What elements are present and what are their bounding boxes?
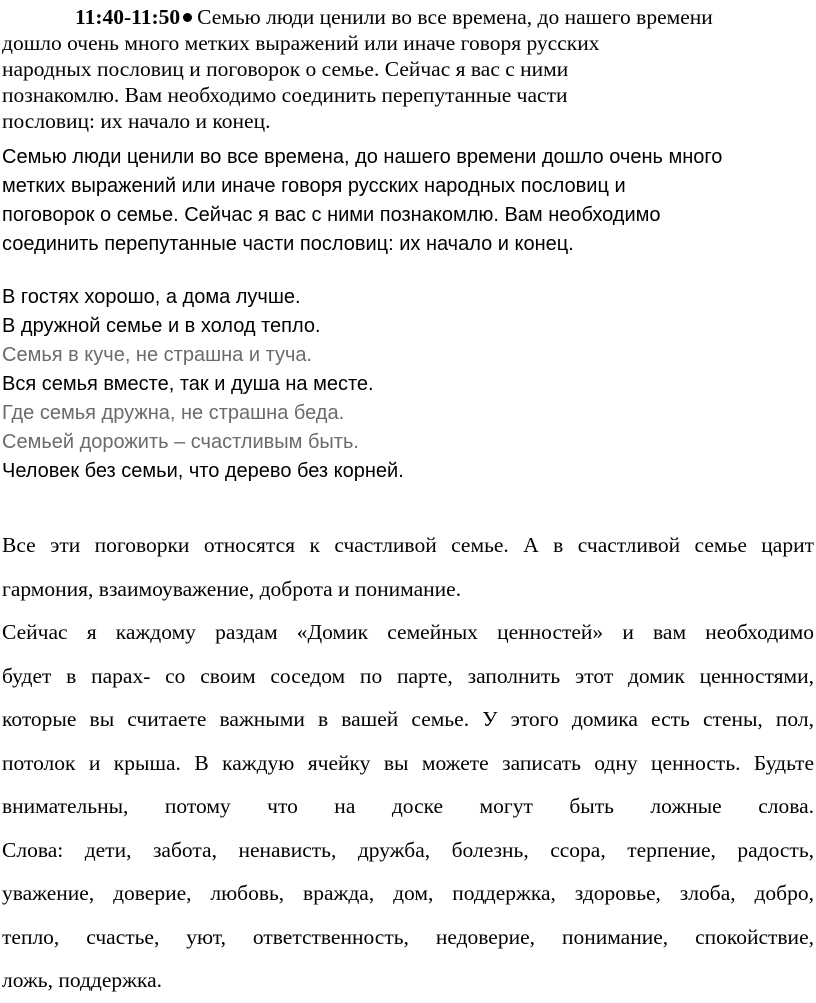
closing-line: уважение, доверие, любовь, вражда, дом, поддержка, здоровье, злоба, добро, xyxy=(2,881,814,905)
intro-line: пословиц: их начало и конец. xyxy=(2,109,271,133)
intro-line: познакомлю. Вам необходимо соединить перепутанные части xyxy=(2,83,568,107)
proverb-list xyxy=(2,283,814,486)
repeat-paragraph xyxy=(2,143,814,259)
intro-line: народных пословиц и поговорок о семье. Сейчас я вас с ними xyxy=(2,57,569,81)
closing-line: будет в парах- со своим соседом по парте, заполнить этот домик ценностями, xyxy=(2,663,814,688)
repeat-line: Семью люди ценили во все времена, до нашего времени дошло очень много xyxy=(2,146,723,168)
closing-line: потолок и крыша. В каждую ячейку вы можете записать одну ценность. Будьте xyxy=(2,750,814,775)
repeat-line: метких выражений или иначе говоря русских народных пословиц и xyxy=(2,175,626,197)
proverb-item: Семьей дорожить – счастливым быть. xyxy=(2,431,359,453)
closing-line: Слова: дети, забота, ненависть, дружба, болезнь, ссора, терпение, радость, xyxy=(2,837,814,862)
intro-first-line xyxy=(2,4,814,30)
closing-line: тепло, счастье, уют, ответственность, недоверие, понимание, спокойствие, xyxy=(2,924,814,949)
closing-line: Сейчас я каждому раздам «Домик семейных ценностей» и вам необходимо xyxy=(2,620,814,644)
intro-line: дошло очень много метких выражений или иначе говоря русских xyxy=(2,31,600,55)
proverb-item: Семья в куче, не страшна и туча. xyxy=(2,344,313,366)
closing-line: внимательны, потому что на доске могут быть ложные слова. xyxy=(2,794,814,818)
intro-paragraph xyxy=(2,4,814,134)
repeat-line: соединить перепутанные части пословиц: их начало и конец. xyxy=(2,233,574,255)
bullet-icon xyxy=(183,13,192,22)
closing-line: Все эти поговорки относятся к счастливой семье. А в счастливой семье царит xyxy=(2,533,814,557)
closing-paragraphs xyxy=(2,524,814,1003)
proverb-item: Человек без семьи, что дерево без корней. xyxy=(2,460,404,482)
intro-line: Семью люди ценили во все времена, до нашего времени xyxy=(197,5,713,29)
closing-line: которые вы считаете важными в вашей семье. У этого домика есть стены, пол, xyxy=(2,707,814,731)
closing-line: гармония, взаимоуважение, доброта и понимание. xyxy=(2,576,462,601)
proverb-item: Где семья дружна, не страшна беда. xyxy=(2,402,345,424)
proverb-item: В дружной семье и в холод тепло. xyxy=(2,315,321,337)
repeat-line: поговорок о семье. Сейчас я вас с ними познакомлю. Вам необходимо xyxy=(2,204,661,226)
proverb-item: Вся семья вместе, так и душа на месте. xyxy=(2,373,374,395)
proverb-item: В гостях хорошо, а дома лучше. xyxy=(2,286,301,308)
time-range: 11:40-11:50 xyxy=(75,5,181,29)
closing-line: ложь, поддержка. xyxy=(2,968,163,992)
